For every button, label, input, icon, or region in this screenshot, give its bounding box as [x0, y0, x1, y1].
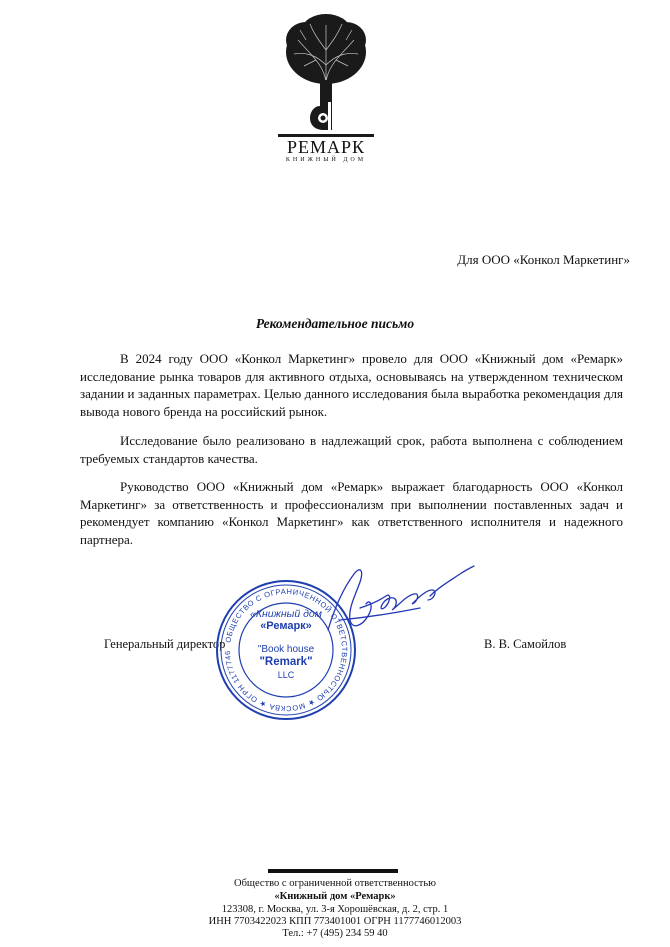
footer-address: 123308, г. Москва, ул. 3-я Хорошёвская, д. 2, стр. 1 [221, 904, 449, 915]
stamp-line: «Книжный дом [250, 608, 322, 620]
footer-registration: ИНН 7703422023 КПП 773401001 ОГРН 1177746012003 [208, 916, 462, 927]
footer-company-name: «Книжный дом «Ремарк» [274, 891, 396, 902]
handwritten-signature [320, 560, 478, 640]
footer-phone: Тел.: +7 (495) 234 59 40 [282, 928, 388, 939]
body-paragraph: Руководство ООО «Книжный дом «Ремарк» выражает благодарность ООО «Конкол Маркетинг» за ответственность и профессионализм при выполнении поставленных задач и рекомендует компанию «Конкол Маркетинг» как ответственного исполнителя и надежного партнера. [80, 479, 623, 547]
stamp-line: "Remark" [259, 656, 313, 668]
addressee: Для ООО «Конкол Маркетинг» [457, 252, 630, 267]
letter-title: Рекомендательное письмо [255, 316, 415, 331]
signatory-name: В. В. Самойлов [484, 637, 567, 651]
brand-name: РЕМАРК [286, 137, 366, 157]
stamp-line: "Book house [257, 644, 315, 655]
stamp-line: «Ремарк» [260, 620, 312, 632]
brand-tagline: КНИЖНЫЙ ДОМ [285, 157, 367, 163]
footer-divider [268, 869, 398, 873]
body-paragraph: Исследование было реализовано в надлежащий срок, работа выполнена с соблюдением требуемых стандартов качества. [80, 433, 623, 466]
signatory-role: Генеральный директор [104, 637, 226, 651]
signature-icon [320, 560, 478, 640]
stamp-ring-text: ОБЩЕСТВО С ОГРАНИЧЕННОЙ ОТВЕТСТВЕННОСТЬЮ ★ МОСКВА ★ ОГРН 1177746 [222, 586, 350, 714]
body-paragraph: В 2024 году ООО «Конкол Маркетинг» провело для ООО «Книжный дом «Ремарк» исследование рынка товаров для активного отдыха, основываясь на утвержденном техническом задании и заданных параметрах. Целью данного исследования была выработка рекомендация для вывода нового бренда на российский рынок. [80, 351, 623, 419]
footer-company-form: Общество с ограниченной ответственностью [233, 878, 437, 889]
company-logo [276, 10, 376, 165]
stamp-line: LLC [277, 670, 295, 680]
